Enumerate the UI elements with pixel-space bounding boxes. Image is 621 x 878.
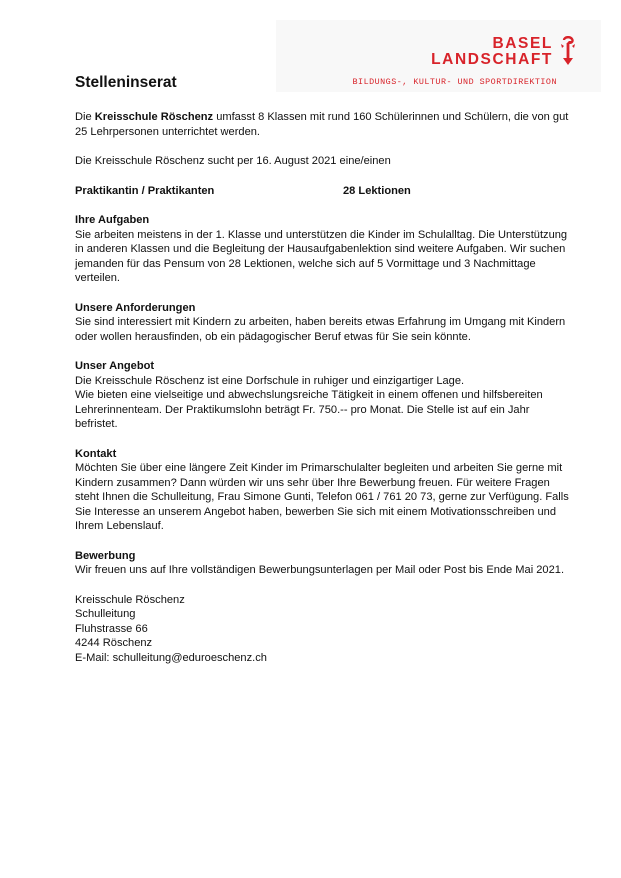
address-street: Fluhstrasse 66 (75, 622, 148, 635)
school-name: Kreisschule Röschenz (94, 111, 214, 123)
position-workload: 28 Lektionen (343, 184, 411, 197)
section-text-kontakt: Möchten Sie über eine längere Zeit Kinder im Primarschulalter begleiten und arbeiten Sie gerne mit Kindern zusammen? Dann würden wir uns sehr über Ihre Bewerbung freuen. Für weitere Fragen steht Ihnen die Schulleitung, Frau Simone Gunti, Telefon 061 / 761 20 73, gerne zur Verfügung. Falls Sie Interesse an unserem Angebot haben, bewerben Sie sich mit einem Motivationsschreiben und Ihrem Lebenslauf. (75, 462, 569, 532)
section-text-aufgaben: Sie arbeiten meistens in der 1. Klasse und unterstützen die Kinder im Schulalltag. Die Unterstützung in anderen Klassen und die Begleitung der Hausaufgabenlektion sind weitere Aufgaben. Wir suchen jemanden für das Pensum von 28 Lektionen, welche sich auf 5 Vormittage und 3 Nachmittage verteilen. (75, 228, 568, 284)
section-heading-anforderungen: Unsere Anforderungen (75, 301, 196, 314)
intro-paragraph: Die Kreisschule Röschenz umfasst 8 Klassen mit rund 160 Schülerinnen und Schülern, die von gut 25 Lehrpersonen unterrichtet werden. (75, 111, 569, 138)
address-block (75, 593, 575, 666)
section-text-angebot: Die Kreisschule Röschenz ist eine Dorfschule in ruhiger und einzigartiger Lage. (75, 374, 465, 387)
address-department: Schulleitung (75, 608, 136, 620)
position-row (75, 184, 575, 199)
section-text-bewerbung: Wir freuen uns auf Ihre vollständigen Bewerbungsunterlagen per Mail oder Post bis Ende Mai 2021. (75, 564, 565, 576)
page-title: Stelleninserat (75, 74, 177, 91)
address-school: Kreisschule Röschenz (75, 593, 185, 606)
baselland-crozier-icon (560, 36, 578, 66)
canton-logo (431, 36, 573, 68)
email-label: E-Mail: (75, 651, 113, 664)
department-name: BILDUNGS-, KULTUR- UND SPORTDIREKTION (352, 77, 557, 87)
job-advertisement (75, 74, 575, 665)
section-text-angebot-2: Wie bieten eine vielseitige und abwechslungsreiche Tätigkeit in einem offenen und hilfsbereiten Lehrerinnenteam. Der Praktikumslohn beträgt Fr. 750.-- pro Monat. Die Stelle ist auf ein Jahr befristet. (75, 389, 543, 430)
section-heading-bewerbung: Bewerbung (75, 549, 136, 562)
logo-line-basel: BASEL (492, 35, 553, 52)
address-email-line (75, 651, 575, 666)
section-heading-kontakt: Kontakt (75, 447, 117, 460)
position-title: Praktikantin / Praktikanten (75, 184, 215, 197)
logo-line-landschaft: LANDSCHAFT (431, 51, 553, 68)
section-heading-aufgaben: Ihre Aufgaben (75, 214, 150, 226)
section-text-anforderungen: Sie sind interessiert mit Kindern zu arbeiten, haben bereits etwas Erfahrung im Umgang mit Kindern oder wollen herausfinden, ob ein pädagogischer Beruf etwas für Sie sein könnte. (75, 316, 566, 343)
search-paragraph: Die Kreisschule Röschenz sucht per 16. August 2021 eine/einen (75, 155, 391, 167)
address-city: 4244 Röschenz (75, 637, 153, 649)
section-heading-angebot: Unser Angebot (75, 360, 155, 372)
email-address[interactable]: schulleitung@eduroeschenz.ch (112, 651, 267, 664)
